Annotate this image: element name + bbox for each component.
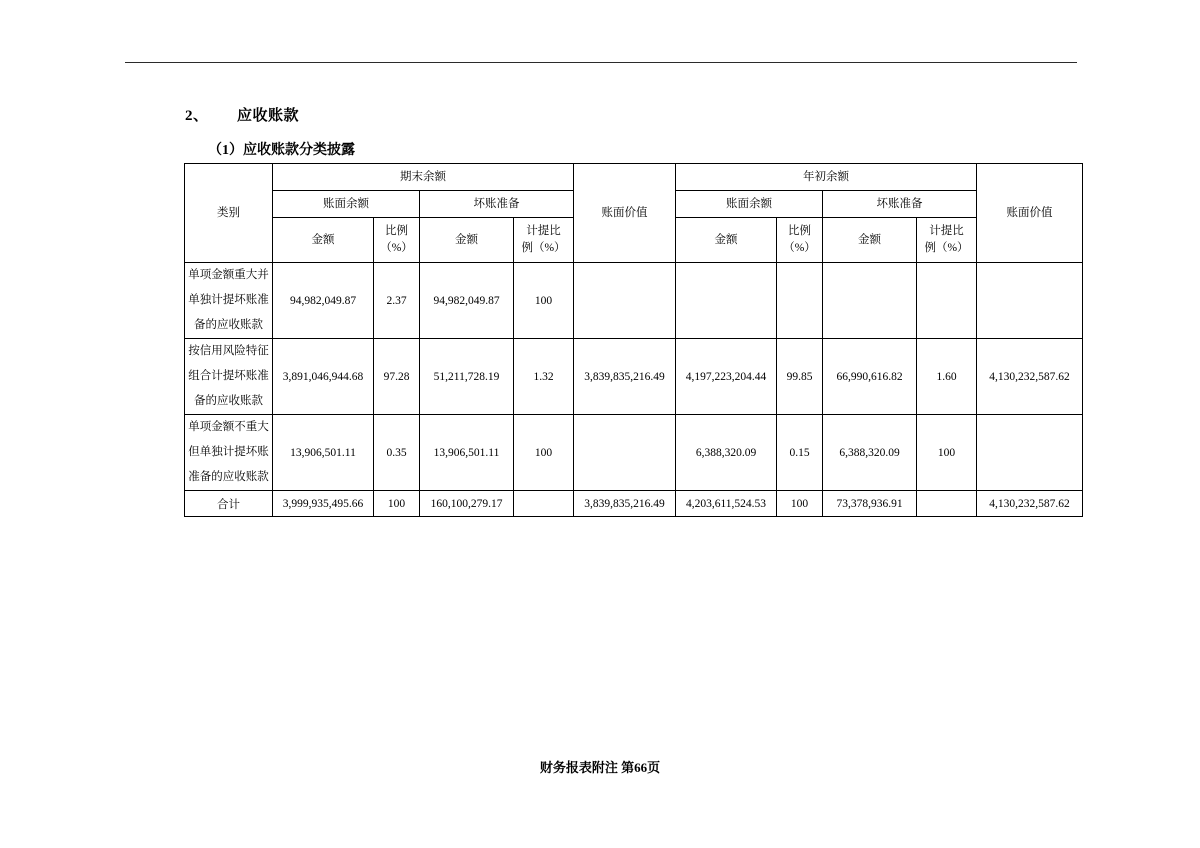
header-begin-ratio: [777, 218, 823, 263]
header-begin-bad-debt: 坏账准备: [823, 191, 977, 218]
cell-begin-provision: 1.60: [917, 339, 977, 415]
row-category-line: 单项金额重大并: [188, 269, 269, 281]
header-begin-bad-amount: 金额: [823, 218, 917, 263]
cell-begin-amount: [676, 263, 777, 339]
section-title-text: 应收账款: [237, 108, 300, 124]
footer-page-number: 第66页: [621, 760, 661, 775]
row-category-line: 按信用风险特征: [188, 345, 269, 357]
header-rule: [125, 62, 1077, 63]
total-end-carrying: 3,839,835,216.49: [574, 491, 676, 517]
row-category: [185, 339, 273, 415]
footer-label: 财务报表附注: [539, 760, 618, 775]
total-label: 合计: [185, 491, 273, 517]
header-end-amount: 金额: [273, 218, 374, 263]
header-category: 类别: [185, 164, 273, 263]
cell-end-amount: 94,982,049.87: [273, 263, 374, 339]
total-end-amount: 3,999,935,495.66: [273, 491, 374, 517]
total-begin-ratio: 100: [777, 491, 823, 517]
header-begin-ratio-label: 比例: [788, 225, 811, 237]
header-end-bad-amount: 金额: [420, 218, 514, 263]
row-category-line: 但单独计提坏账: [188, 446, 269, 458]
cell-begin-provision: [917, 263, 977, 339]
table-header-row-1: [185, 164, 1083, 191]
cell-begin-provision: 100: [917, 415, 977, 491]
total-end-ratio: 100: [374, 491, 420, 517]
header-begin-provision-unit: 例（%）: [924, 242, 969, 254]
total-begin-amount: 4,203,611,524.53: [676, 491, 777, 517]
row-category: [185, 415, 273, 491]
row-category-line: 单独计提坏账准: [188, 294, 269, 306]
cell-begin-bad-amount: 66,990,616.82: [823, 339, 917, 415]
cell-begin-ratio: 99.85: [777, 339, 823, 415]
page-footer: [0, 757, 1200, 776]
header-group-end: 期末余额: [273, 164, 574, 191]
subsection-heading: （1）应收账款分类披露: [208, 143, 355, 158]
cell-begin-amount: 6,388,320.09: [676, 415, 777, 491]
table-row: [185, 415, 1083, 491]
cell-end-ratio: 0.35: [374, 415, 420, 491]
table-row: [185, 339, 1083, 415]
cell-begin-carrying: [977, 415, 1083, 491]
cell-end-amount: 3,891,046,944.68: [273, 339, 374, 415]
total-end-provision: [514, 491, 574, 517]
header-end-provision-label: 计提比: [526, 225, 561, 237]
header-begin-amount: 金额: [676, 218, 777, 263]
header-begin-carrying: 账面价值: [977, 164, 1083, 263]
cell-begin-ratio: [777, 263, 823, 339]
header-end-carrying: 账面价值: [574, 164, 676, 263]
row-category-line: 单项金额不重大: [188, 421, 269, 433]
header-end-provision: [514, 218, 574, 263]
table-row: [185, 263, 1083, 339]
header-group-begin: 年初余额: [676, 164, 977, 191]
cell-begin-amount: 4,197,223,204.44: [676, 339, 777, 415]
cell-begin-ratio: 0.15: [777, 415, 823, 491]
cell-end-bad-amount: 94,982,049.87: [420, 263, 514, 339]
header-end-ratio-label: 比例: [385, 225, 408, 237]
header-end-book-balance: 账面余额: [273, 191, 420, 218]
row-category-line: 准备的应收账款: [188, 471, 269, 483]
header-end-provision-unit: 例（%）: [521, 242, 566, 254]
total-end-bad-amount: 160,100,279.17: [420, 491, 514, 517]
cell-end-provision: 100: [514, 263, 574, 339]
header-begin-ratio-unit: （%）: [783, 242, 816, 254]
row-category: [185, 263, 273, 339]
cell-end-bad-amount: 51,211,728.19: [420, 339, 514, 415]
cell-end-carrying: 3,839,835,216.49: [574, 339, 676, 415]
row-category-line: 备的应收账款: [194, 319, 263, 331]
receivables-table: [184, 163, 1083, 517]
total-begin-provision: [917, 491, 977, 517]
cell-begin-bad-amount: [823, 263, 917, 339]
cell-end-provision: 1.32: [514, 339, 574, 415]
cell-end-carrying: [574, 263, 676, 339]
table-total-row: [185, 491, 1083, 517]
cell-end-ratio: 2.37: [374, 263, 420, 339]
cell-begin-carrying: 4,130,232,587.62: [977, 339, 1083, 415]
cell-end-ratio: 97.28: [374, 339, 420, 415]
cell-begin-bad-amount: 6,388,320.09: [823, 415, 917, 491]
header-begin-provision-label: 计提比: [929, 225, 964, 237]
row-category-line: 备的应收账款: [194, 395, 263, 407]
section-number: 2、: [185, 108, 209, 124]
cell-end-provision: 100: [514, 415, 574, 491]
header-end-ratio: [374, 218, 420, 263]
cell-begin-carrying: [977, 263, 1083, 339]
total-begin-bad-amount: 73,378,936.91: [823, 491, 917, 517]
total-begin-carrying: 4,130,232,587.62: [977, 491, 1083, 517]
cell-end-bad-amount: 13,906,501.11: [420, 415, 514, 491]
header-begin-provision: [917, 218, 977, 263]
section-heading: [185, 104, 299, 125]
header-begin-book-balance: 账面余额: [676, 191, 823, 218]
row-category-line: 组合计提坏账准: [188, 370, 269, 382]
header-end-bad-debt: 坏账准备: [420, 191, 574, 218]
header-end-ratio-unit: （%）: [380, 242, 413, 254]
cell-end-carrying: [574, 415, 676, 491]
cell-end-amount: 13,906,501.11: [273, 415, 374, 491]
